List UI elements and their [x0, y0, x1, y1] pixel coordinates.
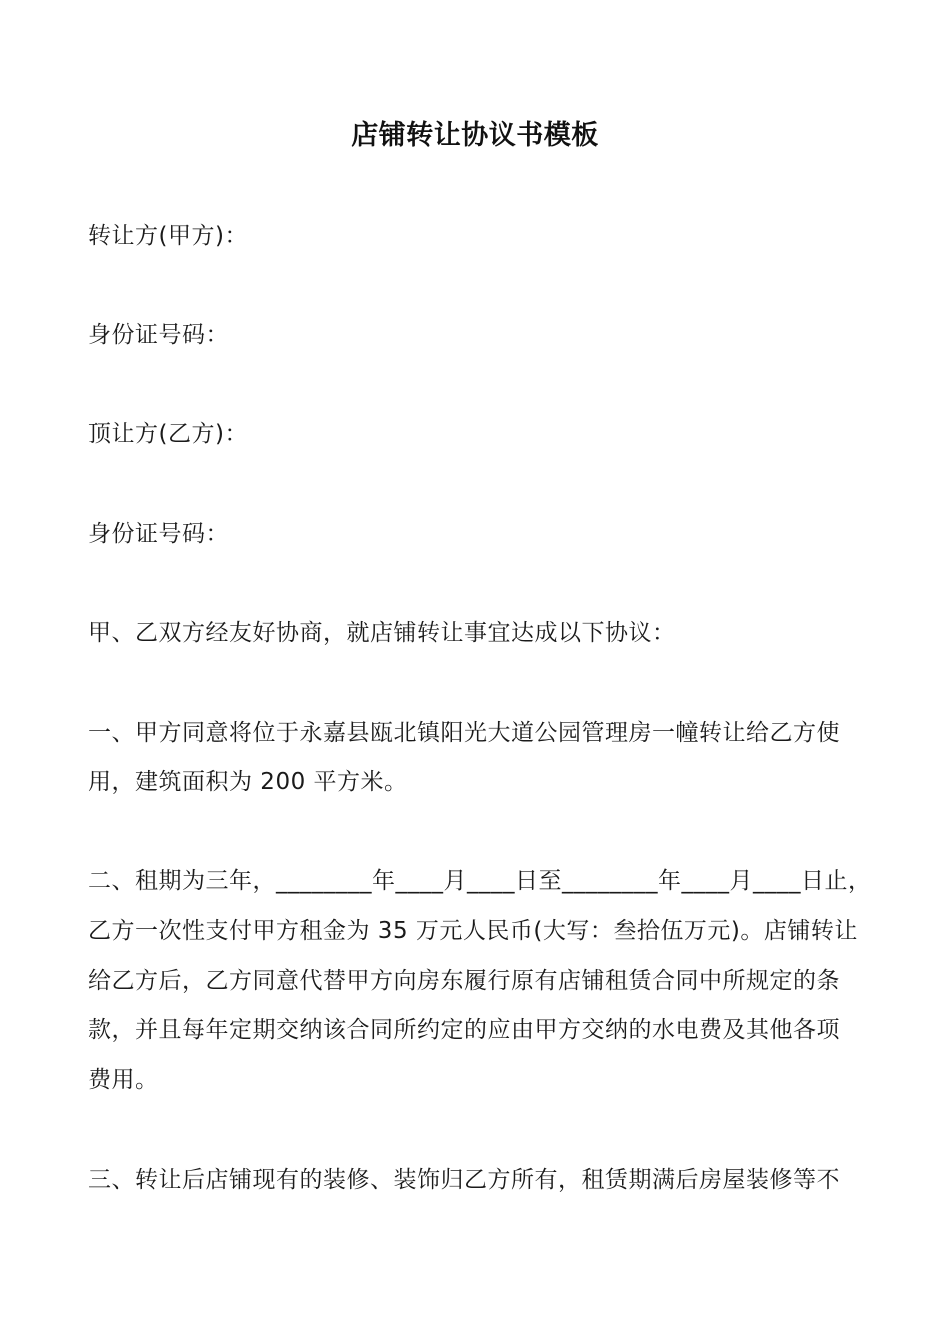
- clause1-line: 用，建筑面积为 200 平方米。: [88, 769, 408, 795]
- clause1-line: 一、甲方同意将位于永嘉县瓯北镇阳光大道公园管理房一幢转让给乙方使: [88, 720, 840, 746]
- clause2-line: 费用。: [88, 1067, 159, 1093]
- transferee-label: 顶让方(乙方)：: [88, 421, 248, 447]
- transferor-id-label: 身份证号码：: [88, 322, 229, 348]
- clause2-line: 二、租期为三年，________年____月____日至________年____月____日止，: [88, 868, 872, 894]
- clause2-line: 款，并且每年定期交纳该合同所约定的应由甲方交纳的水电费及其他各项: [88, 1017, 840, 1043]
- clause2-line: 给乙方后，乙方同意代替甲方向房东履行原有店铺租赁合同中所规定的条: [88, 968, 840, 994]
- clause2-line: 乙方一次性支付甲方租金为 35 万元人民币(大写：叁拾伍万元)。店铺转让: [88, 918, 858, 944]
- transferor-label: 转让方(甲方)：: [88, 223, 248, 249]
- agreement-intro: 甲、乙双方经友好协商，就店铺转让事宜达成以下协议：: [88, 620, 676, 646]
- transferee-id-label: 身份证号码：: [88, 521, 229, 547]
- document-title: 店铺转让协议书模板: [351, 120, 599, 151]
- clause3-line: 三、转让后店铺现有的装修、装饰归乙方所有，租赁期满后房屋装修等不: [88, 1167, 840, 1193]
